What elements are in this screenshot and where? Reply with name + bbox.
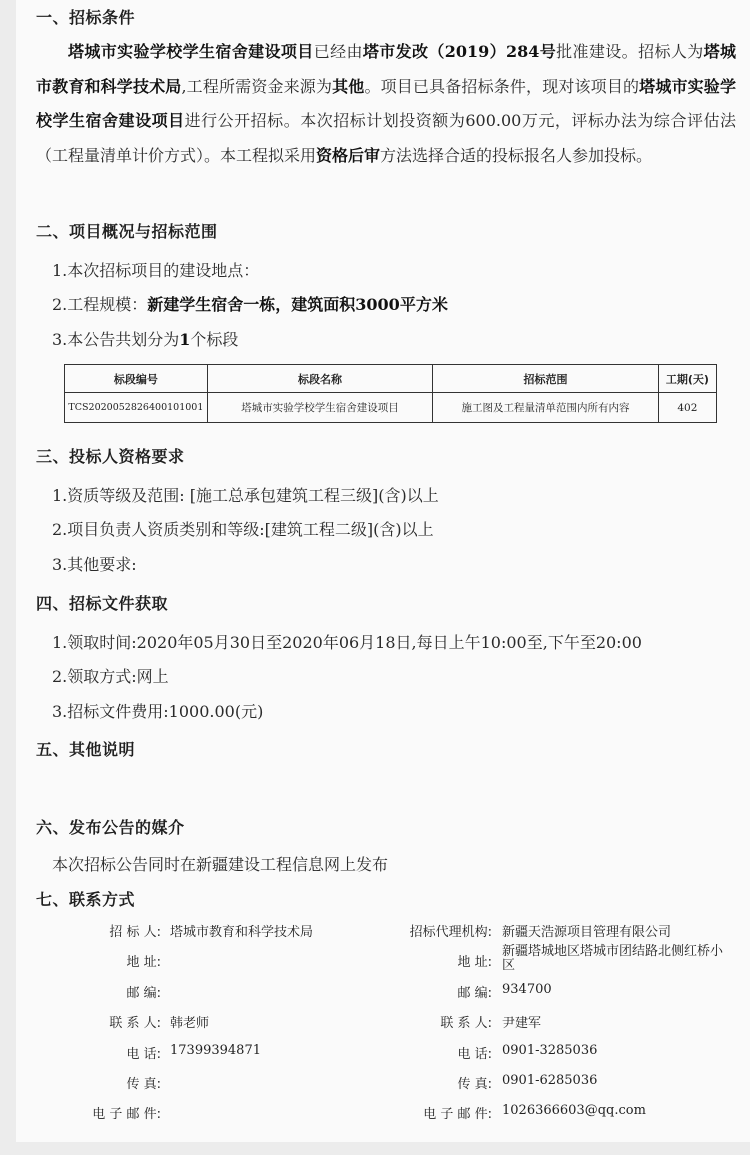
table-header-duration: 工期(天) <box>658 365 716 393</box>
acquisition-item-1: 1.领取时间:2020年05月30日至2020年06月18日,每日上午10:00至,下午至20:00 <box>52 633 642 652</box>
section-title-qualification: 三、投标人资格要求 <box>36 447 185 466</box>
section-title-publication-media: 六、发布公告的媒介 <box>36 818 185 837</box>
right-contact-label: 传 真: <box>457 1077 492 1092</box>
acquisition-item-3: 3.招标文件费用:1000.00(元) <box>52 702 264 721</box>
left-contact-label: 邮 编: <box>126 986 161 1001</box>
paragraph-text: 。项目已具备招标条件，现对该项目的 <box>364 76 640 96</box>
emphasized-text: 其他 <box>332 76 365 96</box>
right-contact-label: 地 址: <box>457 955 492 970</box>
left-contact-value: 韩老师 <box>170 1016 210 1031</box>
overview-item-scale: 2.工程规模：新建学生宿舍一栋，建筑面积3000平方米 <box>52 295 448 314</box>
cell-section-name: 塔城市实验学校学生宿舍建设项目 <box>207 393 433 423</box>
publication-media-text: 本次招标公告同时在新疆建设工程信息网上发布 <box>52 855 389 874</box>
right-contact-value: 新疆塔城地区塔城市团结路北侧红桥小区 <box>502 944 724 973</box>
qualification-item-3: 3.其他要求: <box>52 555 137 574</box>
paragraph-text: 进行公开招标。本次招标计划投资额为600.00万元，评标办法为综合评估法（工程量清单计价方式）。本工程拟采用 <box>36 111 736 165</box>
announcement-page <box>16 0 750 1142</box>
left-contact-label: 电 话: <box>126 1047 161 1062</box>
left-contact-label: 电 子 邮 件: <box>92 1107 161 1122</box>
table-row <box>65 393 717 423</box>
right-contact-value: 1026366603@qq.com <box>502 1103 646 1118</box>
cell-duration: 402 <box>658 393 716 423</box>
paragraph-text: 方法选择合适的投标报名人参加投标。 <box>380 145 653 165</box>
cell-scope: 施工图及工程量清单范围内所有内容 <box>433 393 659 423</box>
left-contact-value: 塔城市教育和科学技术局 <box>170 925 314 940</box>
right-contact-label: 电 话: <box>457 1047 492 1062</box>
emphasized-text: 塔城市实验学校学生宿舍建设项目 <box>36 76 736 130</box>
right-contact-label: 邮 编: <box>457 986 492 1001</box>
left-contact-label: 招 标 人: <box>109 925 161 940</box>
table-header-scope: 招标范围 <box>433 365 659 393</box>
cell-section-code: TCS2020052826400101001 <box>65 393 208 423</box>
right-contact-label: 联 系 人: <box>440 1016 492 1031</box>
emphasized-text: 资格后审 <box>316 145 381 165</box>
left-contact-value: 17399394871 <box>170 1043 261 1058</box>
paragraph-text: 已经由 <box>313 42 363 61</box>
emphasized-text: 塔城市教育和科学技术局 <box>36 42 736 96</box>
paragraph-text: 批准建设。招标人为 <box>556 42 704 61</box>
overview-item-location: 1.本次招标项目的建设地点： <box>52 261 260 280</box>
qualification-item-2: 2.项目负责人资质类别和等级:[建筑工程二级](含)以上 <box>52 520 434 539</box>
bidding-conditions-paragraph <box>36 35 736 173</box>
right-contact-label: 招标代理机构: <box>409 925 492 940</box>
right-contact-value: 0901-3285036 <box>502 1043 598 1058</box>
table-header-section-code: 标段编号 <box>65 365 208 393</box>
left-contact-label: 传 真: <box>126 1077 161 1092</box>
acquisition-item-2: 2.领取方式:网上 <box>52 667 169 686</box>
bid-section-table <box>64 364 717 423</box>
overview-item-sections: 3.本公告共划分为1个标段 <box>52 330 239 349</box>
paragraph-text: ,工程所需资金来源为 <box>181 76 333 96</box>
section-title-bidding-conditions: 一、招标条件 <box>36 8 136 27</box>
section-title-project-overview: 二、项目概况与招标范围 <box>36 222 218 241</box>
emphasized-text: 塔城市实验学校学生宿舍建设项目 <box>68 42 314 61</box>
section-title-other-notes: 五、其他说明 <box>36 740 136 759</box>
right-contact-label: 电 子 邮 件: <box>423 1107 492 1122</box>
right-contact-value: 新疆天浩源项目管理有限公司 <box>502 925 672 940</box>
right-contact-value: 尹建军 <box>502 1016 542 1031</box>
emphasized-text: 塔市发改（2019）284号 <box>362 42 557 61</box>
left-contact-label: 联 系 人: <box>109 1016 161 1031</box>
right-contact-value: 0901-6285036 <box>502 1073 598 1088</box>
section-title-document-acquisition: 四、招标文件获取 <box>36 594 169 613</box>
left-contact-label: 地 址: <box>126 955 161 970</box>
qualification-item-1: 1.资质等级及范围: [施工总承包建筑工程三级](含)以上 <box>52 486 439 505</box>
table-header-section-name: 标段名称 <box>207 365 433 393</box>
right-contact-value: 934700 <box>502 982 552 997</box>
section-title-contact: 七、联系方式 <box>36 890 136 909</box>
